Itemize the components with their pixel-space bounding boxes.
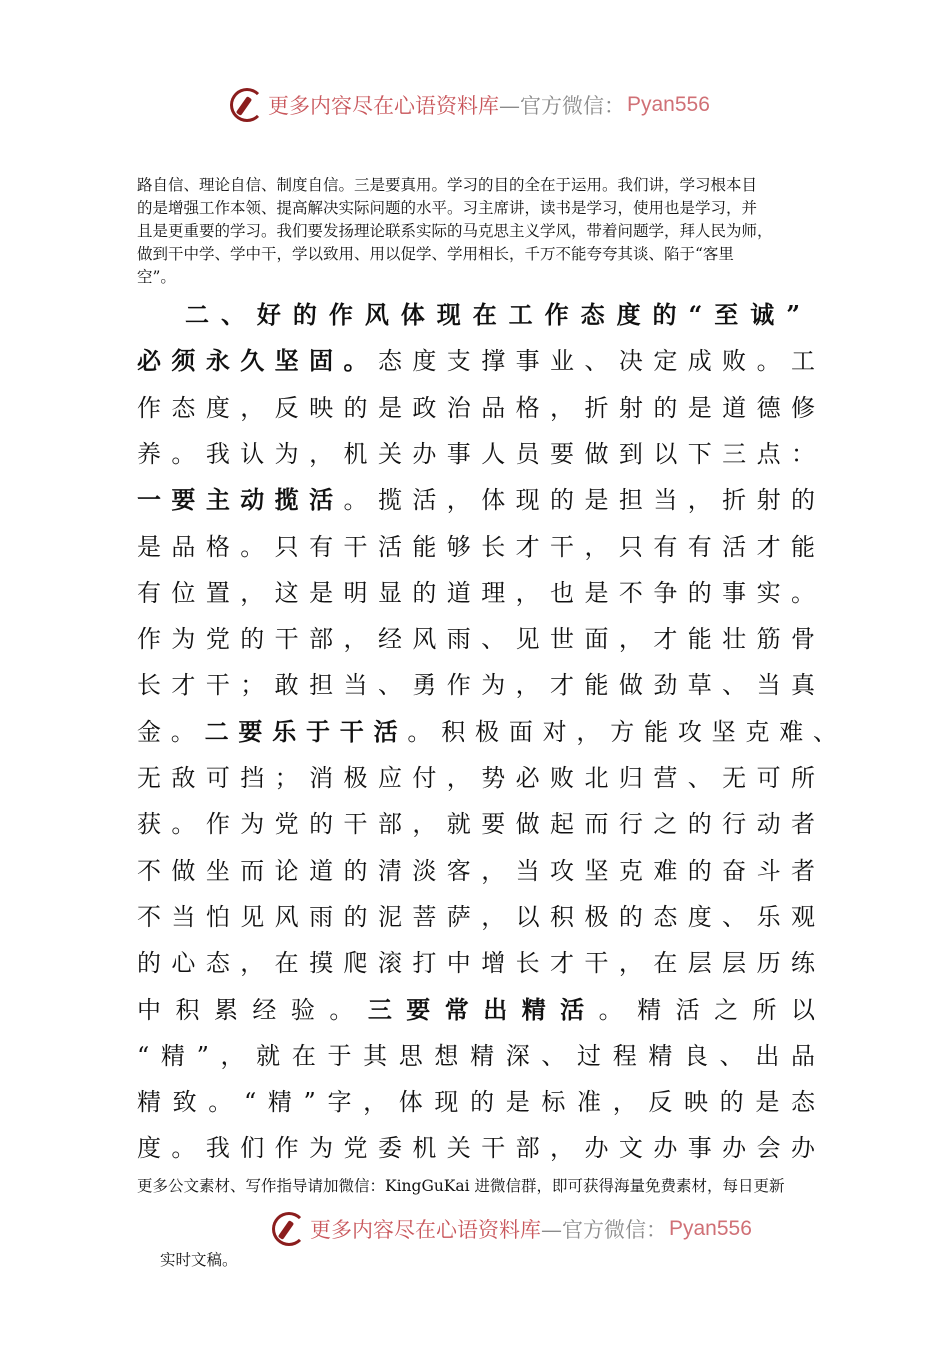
text-segment: 度。我们作为党委机关干部，办文办事办会办 [137, 1134, 815, 1163]
watermark-id: Pyan556 [669, 1217, 752, 1240]
intro-paragraph [137, 174, 827, 289]
body-line [137, 431, 815, 477]
body-line [137, 940, 815, 986]
body-line [137, 1125, 815, 1171]
text-segment: 长才干；敢担当、勇作为，才能做劲草、当真 [137, 671, 815, 700]
text-segment: 。揽活，体现的是担当，折射的 [343, 486, 816, 515]
text-segment: 的心态，在摸爬滚打中增长才干，在层层历练 [137, 949, 815, 978]
text-segment: 金。 [137, 717, 205, 746]
text-segment: 。精活之所以 [598, 995, 816, 1024]
footer-tail: 实时文稿。 [160, 1251, 238, 1269]
body-line [137, 477, 815, 523]
text-segment: “精”，就在于其思想精深、过程精良、出品 [137, 1041, 815, 1070]
bold-phrase: 一要主动揽活 [137, 485, 344, 515]
text-segment: 无敌可挡；消极应付，势必败北归营、无可所 [137, 764, 815, 792]
intro-line: 空”。 [137, 268, 176, 286]
text-segment: 是品格。只有干活能够长才干，只有有活才能 [137, 532, 815, 561]
watermark-label: —官方微信： [499, 94, 625, 118]
pen-logo-icon [272, 1212, 306, 1246]
text-segment: 不做坐而论道的清淡客，当攻坚克难的奋斗者 [137, 856, 815, 885]
bold-phrase: 三要常出精活 [367, 994, 599, 1024]
bold-phrase: 二要乐于干活 [204, 716, 408, 746]
watermark-header [230, 88, 710, 122]
watermark-text: 更多内容尽在心语资料库 [268, 94, 499, 118]
text-segment: 作为党的干部，经风雨、见世面，才能壮筋骨 [137, 625, 815, 654]
footer-promo: 更多公文素材、写作指导请加微信：KingGuKai 进微信群，即可获得海量免费素材，每日更新 [137, 1177, 785, 1195]
intro-line: 路自信、理论自信、制度自信。三是要真用。学习的目的全在于运用。我们讲，学习根本目 [137, 176, 758, 194]
body-line [137, 755, 815, 801]
text-segment: 精致。“精”字，体现的是标准，反映的是态 [137, 1088, 815, 1117]
body-line [137, 338, 815, 384]
body-line [137, 1033, 815, 1079]
pen-logo-icon [230, 88, 264, 122]
body-line [137, 848, 815, 894]
bold-phrase: 必须永久坚固。 [137, 346, 378, 376]
body-line [137, 524, 815, 570]
watermark-label: —官方微信： [541, 1218, 667, 1242]
section-heading [185, 292, 800, 338]
body-line [137, 570, 815, 616]
watermark-id: Pyan556 [627, 93, 710, 116]
text-segment: 中积累经验。 [137, 995, 368, 1024]
body-line [137, 1079, 815, 1125]
text-segment: 养。我认为，机关办事人员要做到以下三点： [137, 439, 815, 468]
body-line [137, 801, 815, 847]
intro-line: 做到干中学、学中干，学以致用、用以促学、学用相长，千万不能夸夸其谈、陷于“客里 [137, 245, 734, 263]
body-line [137, 616, 815, 662]
text-segment: 。积极面对，方能攻坚克难、 [407, 717, 838, 746]
body-line [137, 385, 815, 431]
body-line [137, 662, 815, 708]
text-segment: 态度支撑事业、决定成败。工 [377, 347, 816, 376]
body-line [137, 894, 815, 940]
intro-line: 且是更重要的学习。我们要发扬理论联系实际的马克思主义学风，带着问题学，拜人民为师， [137, 222, 773, 240]
body-line [137, 987, 815, 1033]
text-segment: 获。作为党的干部，就要做起而行之的行动者 [137, 810, 815, 839]
body-line [137, 709, 837, 755]
watermark-footer [272, 1212, 752, 1246]
intro-line: 的是增强工作本领、提高解决实际问题的水平。习主席讲，读书是学习，使用也是学习，并 [137, 199, 758, 217]
bold-phrase: 二、好的作风体现在工作态度的“至诚” [185, 300, 800, 329]
text-segment: 不当怕见风雨的泥菩萨，以积极的态度、乐观 [137, 902, 815, 931]
text-segment: 作态度，反映的是政治品格，折射的是道德修 [137, 393, 815, 422]
text-segment: 有位置，这是明显的道理，也是不争的事实。 [137, 578, 815, 607]
watermark-text: 更多内容尽在心语资料库 [310, 1218, 541, 1242]
